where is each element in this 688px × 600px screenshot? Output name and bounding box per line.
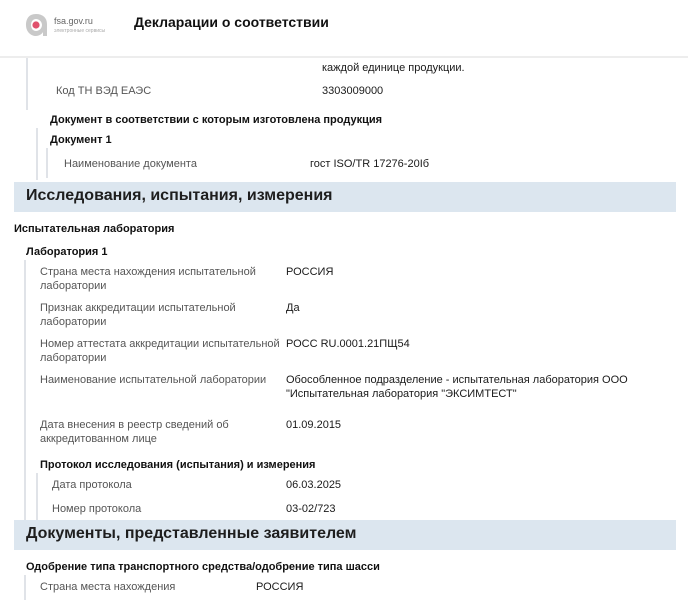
lab-certificate-value: РОСС RU.0001.21ПЩ54 — [286, 338, 410, 350]
logo-subtext: электронные сервисы — [54, 28, 106, 34]
production-docs-heading: Документ в соответствии с которым изготовлена продукция — [50, 114, 383, 126]
logo-text: fsa.gov.ru — [54, 16, 93, 26]
lab-country-value: РОССИЯ — [286, 266, 334, 278]
approval-country-label: Страна места нахождения — [40, 581, 176, 593]
approval-heading: Одобрение типа транспортного средства/одобрение типа шасси — [26, 561, 380, 573]
approval-country-value: РОССИЯ — [256, 581, 304, 593]
production-doc-1-heading: Документ 1 — [50, 134, 112, 146]
fsa-logo[interactable] — [24, 10, 114, 46]
doc-name-label: Наименование документа — [64, 158, 197, 170]
lab-1-heading: Лаборатория 1 — [26, 246, 108, 258]
lab-name-label: Наименование испытательной лаборатории — [40, 374, 267, 386]
protocol-date-value: 06.03.2025 — [286, 479, 342, 491]
protocol-line — [36, 473, 38, 521]
applicant-docs-section-header — [14, 520, 676, 550]
header — [0, 0, 688, 56]
protocol-number-value: 03-02/723 — [286, 503, 336, 515]
doc-name-value: гост ISO/TR 17276-20Iб — [310, 158, 430, 170]
page-title: Декларации о соответствии — [134, 14, 329, 30]
lab-accreditation-value: Да — [286, 302, 300, 314]
research-section-title: Исследования, испытания, измерения — [26, 187, 333, 204]
production-doc-1-line — [46, 148, 48, 178]
tnved-label: Код ТН ВЭД ЕАЭС — [56, 85, 152, 97]
protocol-heading: Протокол исследования (испытания) и измерения — [40, 459, 316, 471]
lab-1-line — [24, 260, 26, 522]
approval-line — [24, 575, 26, 600]
applicant-docs-section-title: Документы, представленные заявителем — [26, 525, 357, 542]
lab-group-heading: Испытательная лаборатория — [14, 223, 175, 235]
research-section-header — [14, 182, 676, 212]
product-cut-text: каждой единице продукции. — [322, 62, 465, 74]
header-divider — [0, 56, 688, 58]
protocol-number-label: Номер протокола — [52, 503, 142, 515]
lab-accreditation-label: Признак аккредитации испытательной лаборатории — [40, 302, 236, 328]
lab-name-value: Обособленное подразделение - испытательная лаборатория ООО "Испытательная лаборатория "ЭКСИМТЕСТ" — [286, 374, 628, 400]
protocol-date-label: Дата протокола — [52, 479, 132, 491]
tnved-value: 3303009000 — [322, 85, 384, 97]
lab-certificate-label: Номер аттестата аккредитации испытательной лаборатории — [40, 338, 280, 364]
product-group-line — [26, 58, 28, 110]
lab-country-label: Страна места нахождения испытательной лаборатории — [40, 266, 256, 292]
fsa-logo-icon — [24, 12, 48, 38]
registry-date-label: Дата внесения в реестр сведений об аккредитованном лице — [40, 419, 229, 445]
production-docs-line — [36, 128, 38, 180]
registry-date-value: 01.09.2015 — [286, 419, 342, 431]
